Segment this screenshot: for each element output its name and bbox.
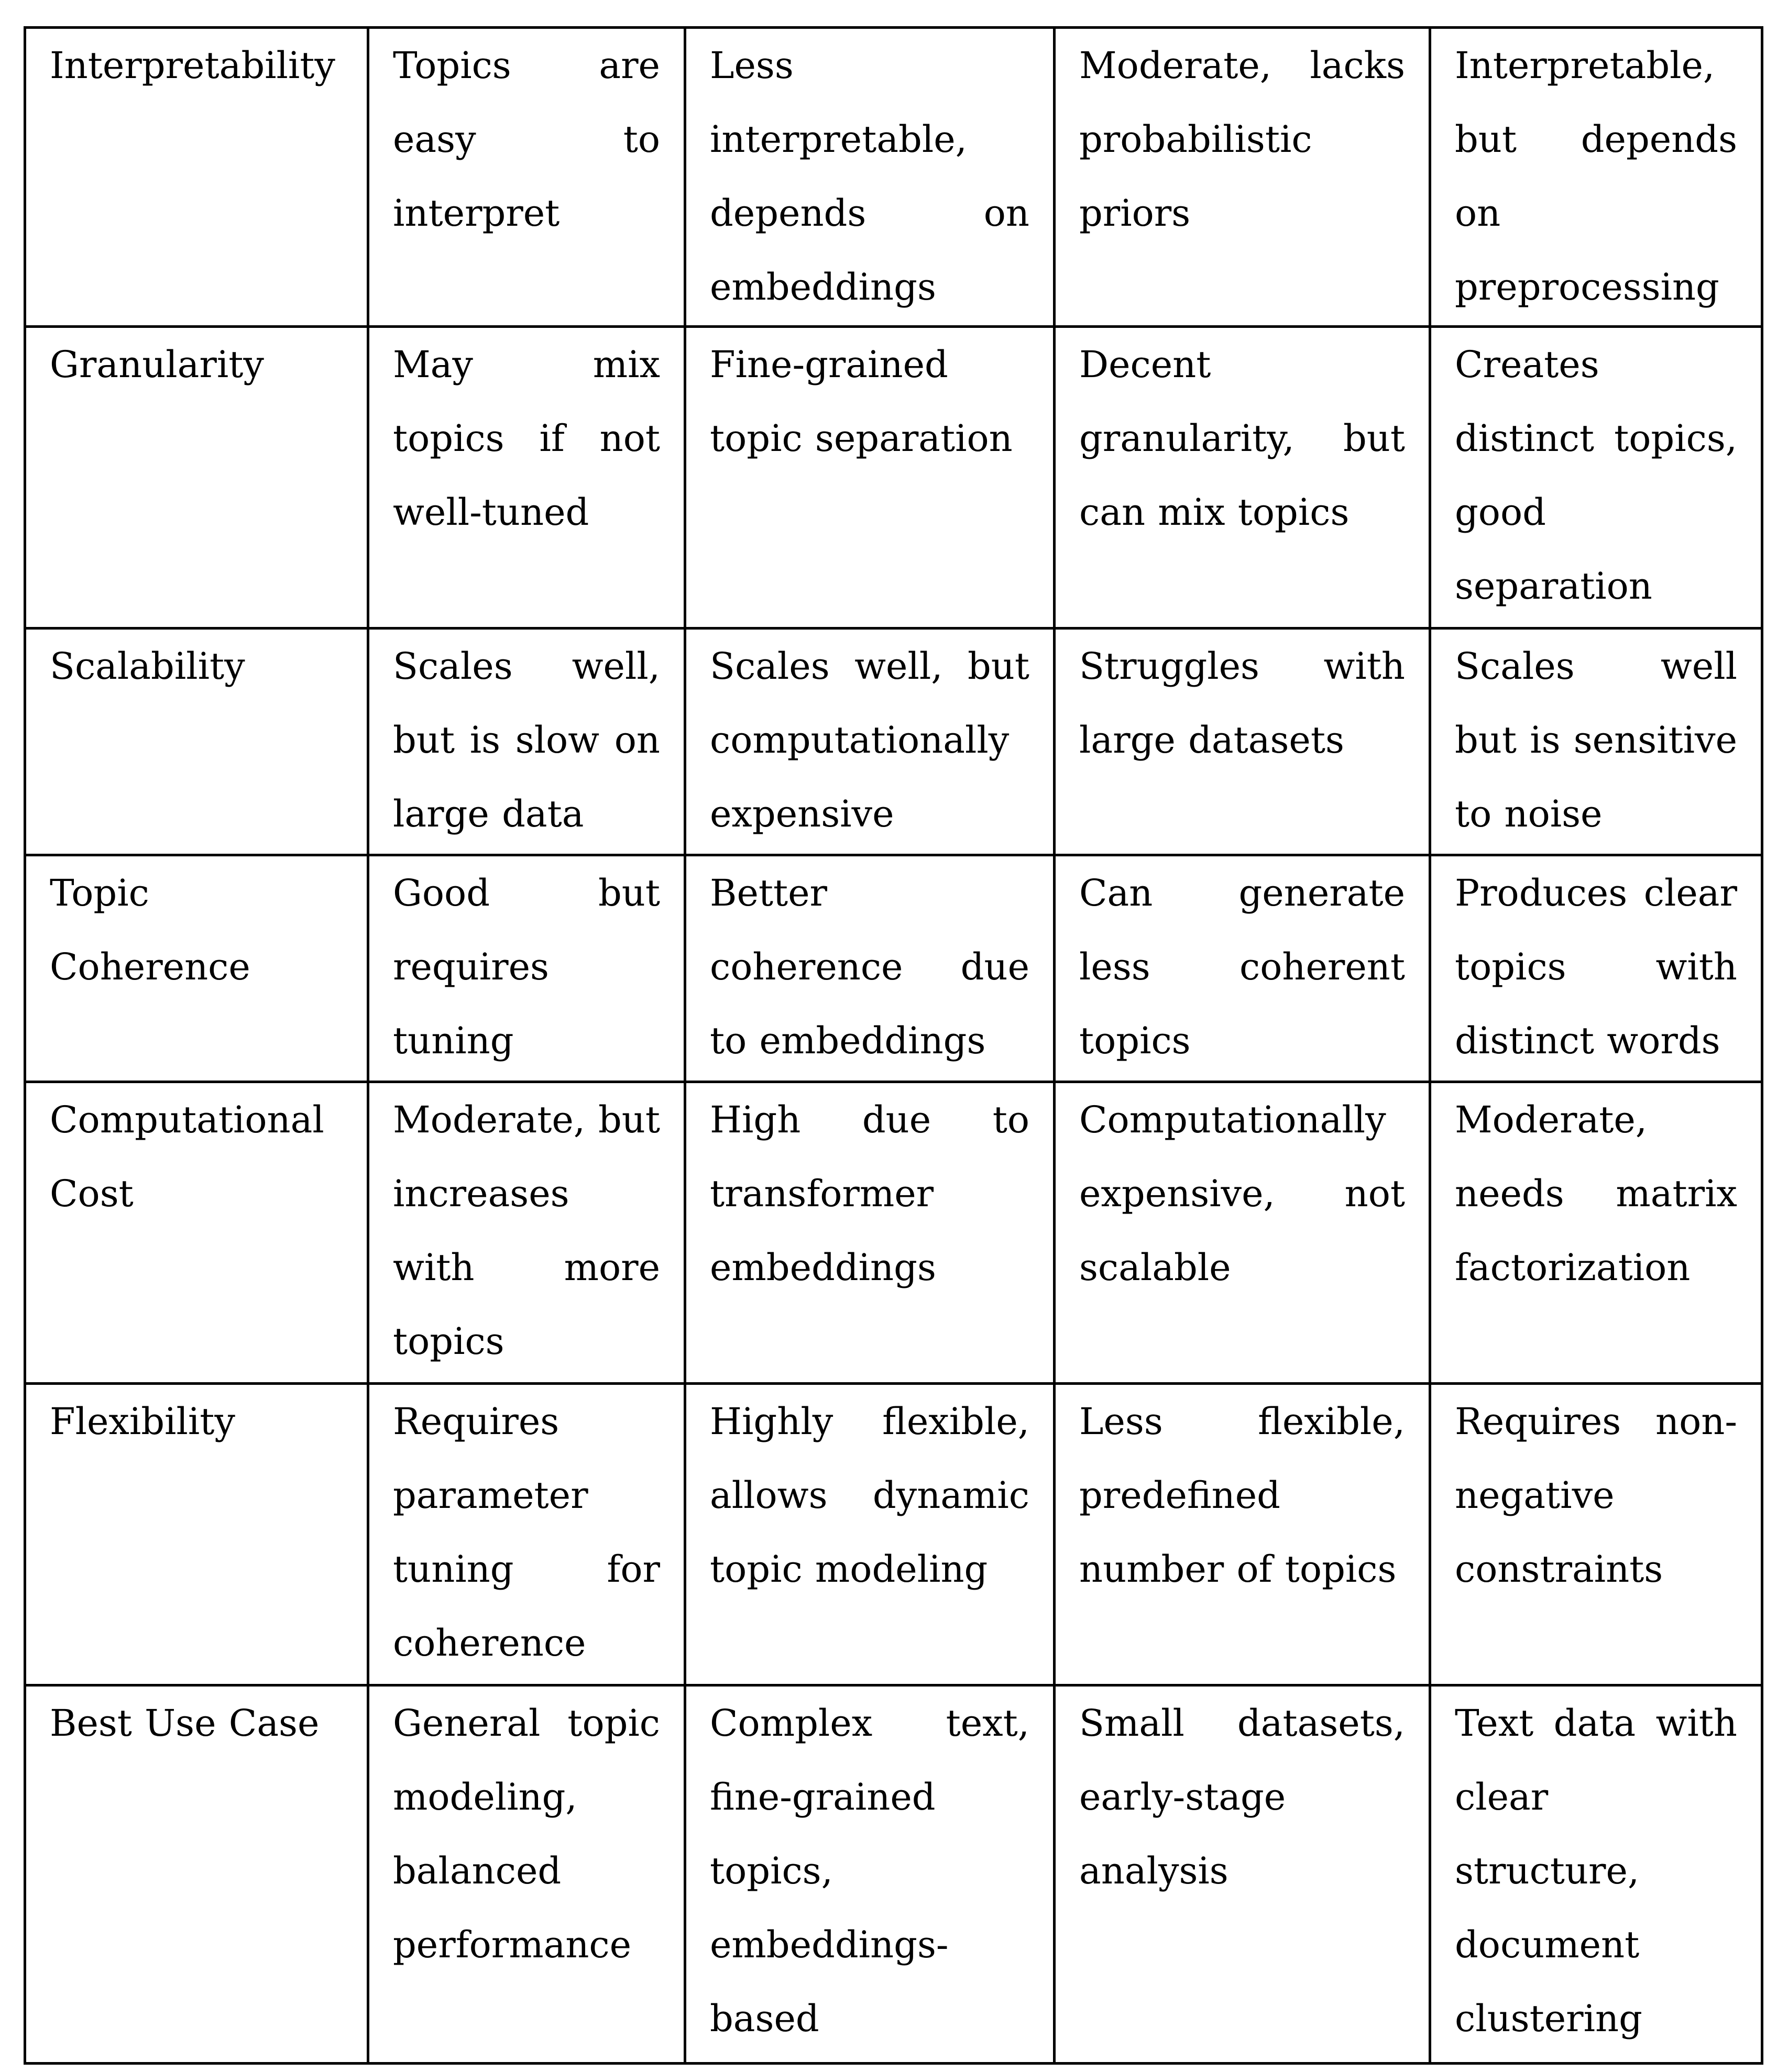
table-cell: Requires parameter tuning for coherence (368, 1384, 685, 1685)
table-cell: Less interpretable, depends on embeddings (685, 28, 1055, 327)
table-row-computational-cost (25, 1082, 1762, 1384)
table-cell: Topics are easy to interpret (368, 28, 685, 327)
row-label: Granularity (25, 327, 368, 629)
row-label: Flexibility (25, 1384, 368, 1685)
table-row-interpretability (25, 28, 1762, 327)
table-cell: Scales well, but computationally expensive (685, 629, 1055, 855)
table-cell: Scales well but is sensitive to noise (1430, 629, 1762, 855)
table-cell: High due to transformer embeddings (685, 1082, 1055, 1384)
table-cell: Good but requires tuning (368, 855, 685, 1082)
table-row-topic-coherence (25, 855, 1762, 1082)
table-cell: May mix topics if not well-tuned (368, 327, 685, 629)
table-cell: Scales well, but is slow on large data (368, 629, 685, 855)
table-cell: Less flexible, predefined number of topics (1055, 1384, 1430, 1685)
row-label: Interpretability (25, 28, 368, 327)
row-label: Computational Cost (25, 1082, 368, 1384)
table-cell: Creates distinct topics, good separation (1430, 327, 1762, 629)
table-cell: Moderate, lacks probabilistic priors (1055, 28, 1430, 327)
table-cell: General topic modeling, balanced performance (368, 1685, 685, 2064)
table-row-best-use-case (25, 1685, 1762, 2064)
table-row-scalability (25, 629, 1762, 855)
table-cell: Small datasets, early-stage analysis (1055, 1685, 1430, 2064)
row-label: Topic Coherence (25, 855, 368, 1082)
table-cell: Decent granularity, but can mix topics (1055, 327, 1430, 629)
table-cell: Text data with clear structure, document clustering (1430, 1685, 1762, 2064)
table-cell: Moderate, but increases with more topics (368, 1082, 685, 1384)
table-cell: Requires non-negative constraints (1430, 1384, 1762, 1685)
table-row-granularity (25, 327, 1762, 629)
table-cell: Interpretable, but depends on preprocessing (1430, 28, 1762, 327)
row-label: Best Use Case (25, 1685, 368, 2064)
comparison-table (24, 26, 1763, 2065)
table-cell: Fine-grained topic separation (685, 327, 1055, 629)
table-cell: Moderate, needs matrix factorization (1430, 1082, 1762, 1384)
table-row-flexibility (25, 1384, 1762, 1685)
table-cell: Complex text, fine-grained topics, embeddings-based (685, 1685, 1055, 2064)
table-cell: Produces clear topics with distinct words (1430, 855, 1762, 1082)
table-cell: Highly flexible, allows dynamic topic modeling (685, 1384, 1055, 1685)
table-cell: Computationally expensive, not scalable (1055, 1082, 1430, 1384)
table-cell: Better coherence due to embeddings (685, 855, 1055, 1082)
row-label: Scalability (25, 629, 368, 855)
table-cell: Struggles with large datasets (1055, 629, 1430, 855)
table-cell: Can generate less coherent topics (1055, 855, 1430, 1082)
